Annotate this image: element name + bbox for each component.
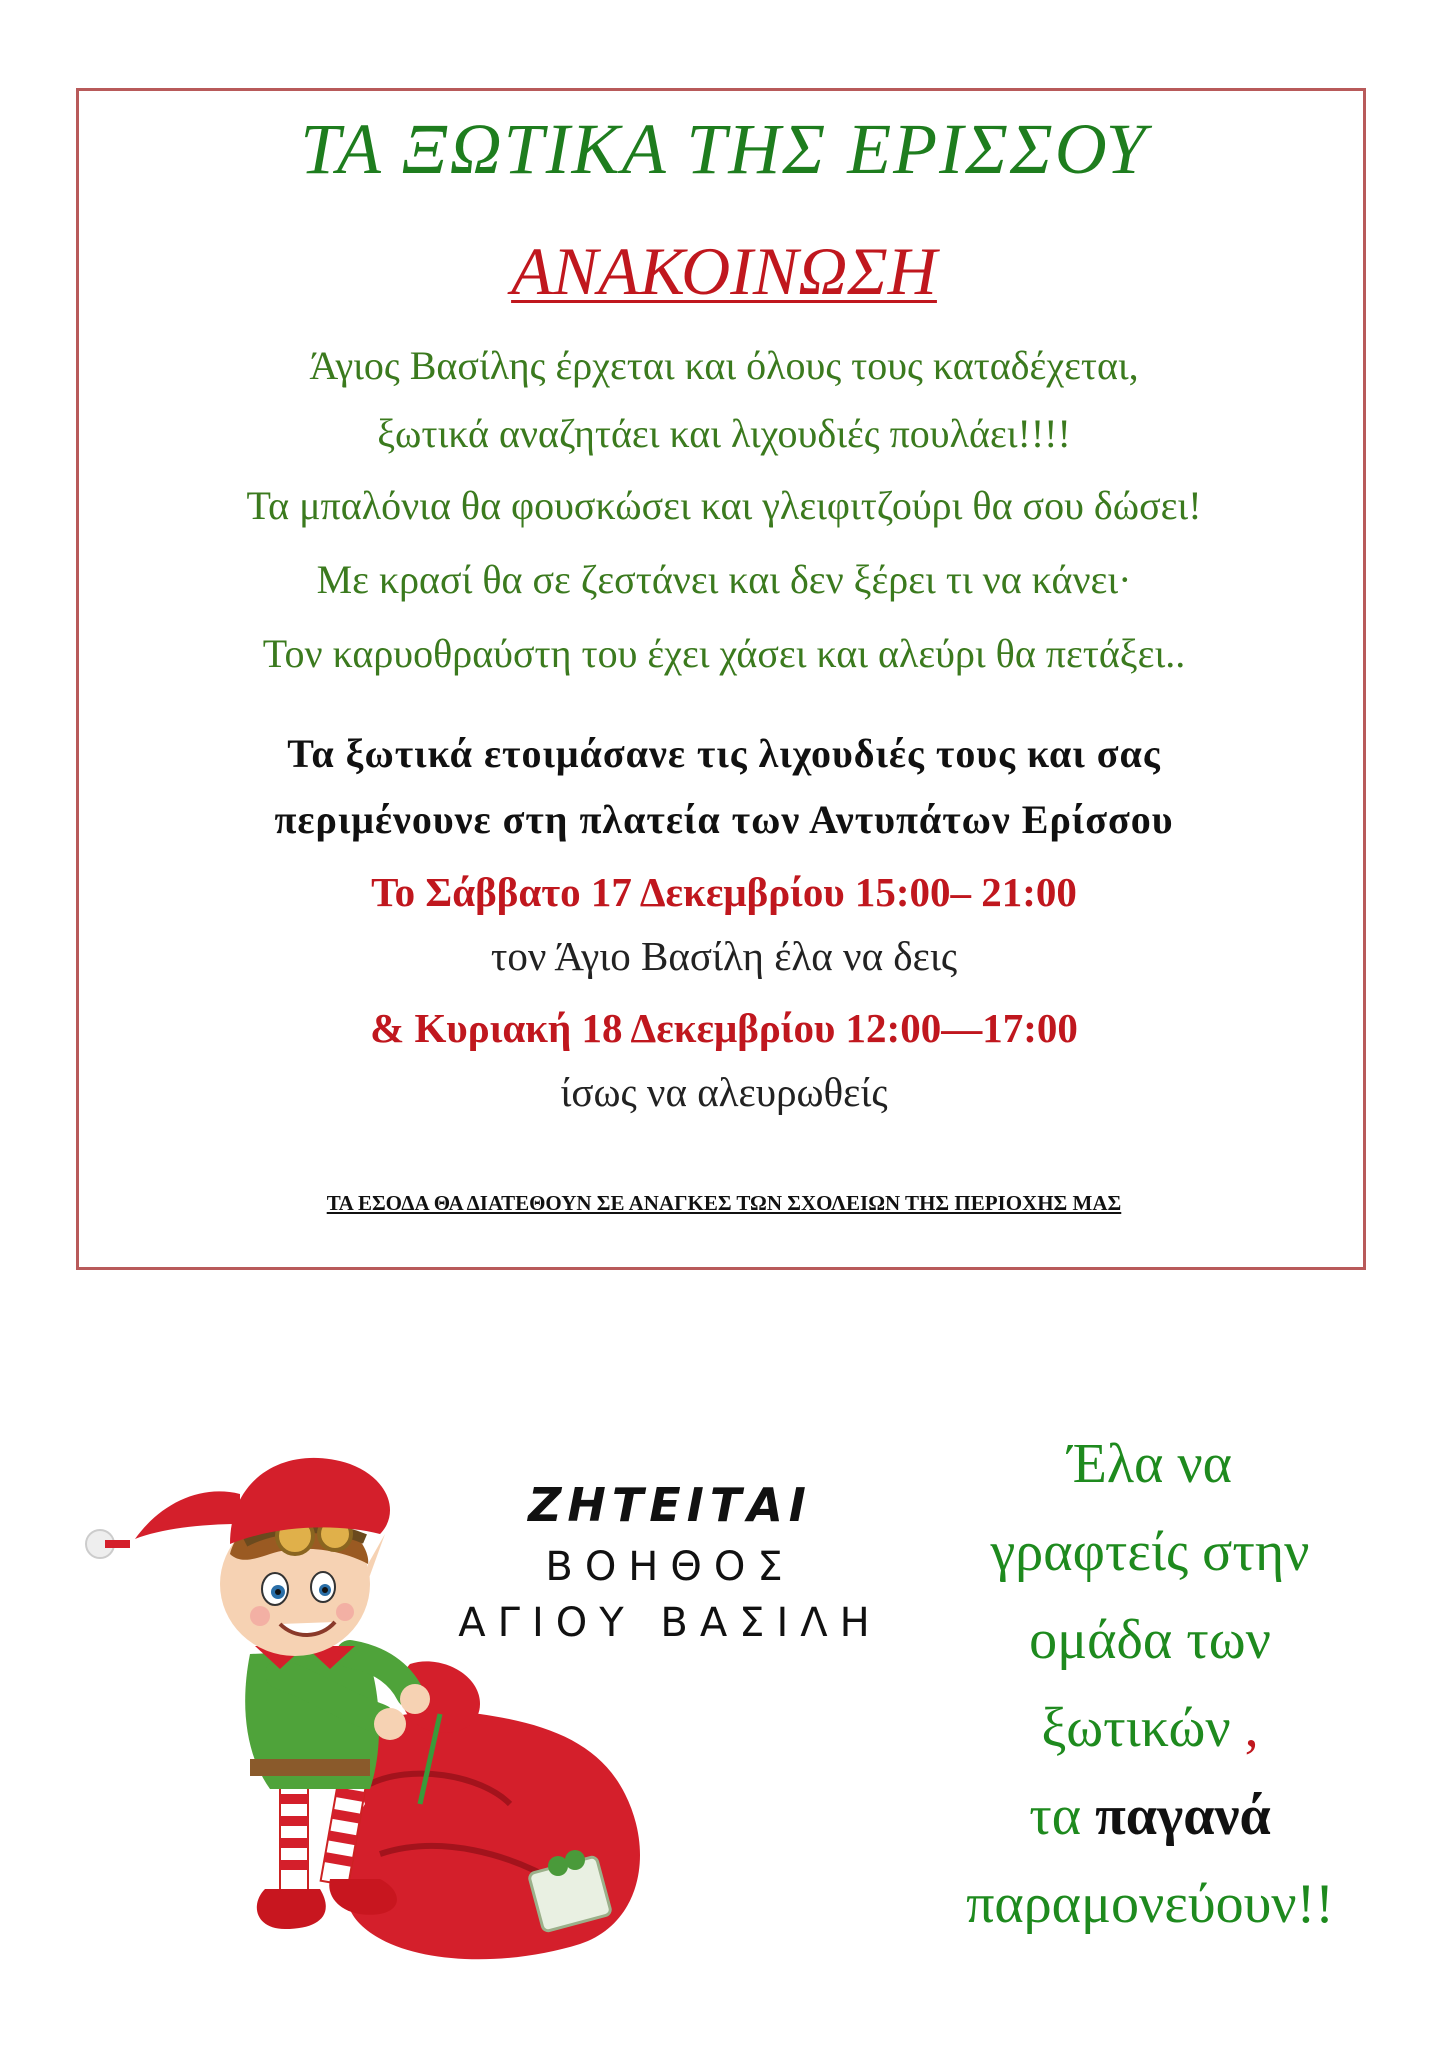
sunday-caption: ίσως να αλευρωθείς [560, 1069, 888, 1115]
announcement-heading: ΑΝΑΚΟΙΝΩΣΗ [511, 233, 937, 309]
poem-line: Άγιος Βασίλης έρχεται και όλους τους καταδέχεται, [309, 343, 1139, 388]
elf-with-red-sack-icon [80, 1384, 720, 1974]
wanted-line: ΑΓΙΟΥ ΒΑΣΙΛΗ [458, 1600, 882, 1646]
call-line: ομάδα των [1029, 1609, 1271, 1671]
saturday-caption: τον Άγιο Βασίλη έλα να δεις [490, 933, 958, 979]
call-comma: , [1230, 1697, 1259, 1759]
call-line: παραμονεύουν!! [966, 1873, 1334, 1935]
poem-line: Τα μπαλόνια θα φουσκώσει και γλειφιτζούρι θα σου δώσει! [246, 483, 1202, 528]
call-text: ξωτικών [1041, 1697, 1231, 1759]
call-emphasis: παγανά [1095, 1785, 1271, 1847]
poem-line: ξωτικά αναζητάει και λιχουδιές πουλάει!!!! [377, 411, 1071, 456]
call-line [880, 1696, 1420, 1760]
poem-line: Με κρασί θα σε ζεστάνει και δεν ξέρει τι να κάνει· [316, 557, 1132, 602]
sunday-schedule: & Κυριακή 18 Δεκεμβρίου 12:00—17:00 [370, 1005, 1078, 1051]
call-line: γραφτείς στην [990, 1521, 1310, 1583]
call-line [880, 1784, 1420, 1848]
wanted-line: ΒΟΗΘΟΣ [545, 1544, 795, 1590]
wanted-heading: ΖΗΤΕΙΤΑΙ [528, 1478, 812, 1532]
proceeds-note: ΤΑ ΕΣΟΔΑ ΘΑ ΔΙΑΤΕΘΟΥΝ ΣΕ ΑΝΑΓΚΕΣ ΤΩΝ ΣΧΟΛΕΙΩΝ ΤΗΣ ΠΕΡΙΟΧΗΣ ΜΑΣ [326, 1191, 1122, 1215]
call-text: τα [1029, 1785, 1096, 1847]
call-line: Έλα να [1067, 1433, 1232, 1495]
invite-line: περιμένουνε στη πλατεία των Αντυπάτων Ερίσσου [274, 797, 1174, 842]
poem-line: Τον καρυοθραύστη του έχει χάσει και αλεύρι θα πετάξει.. [262, 631, 1186, 676]
poster-title: ΤΑ ΞΩΤΙΚΑ ΤΗΣ ΕΡΙΣΣΟΥ [300, 109, 1148, 189]
invite-line: Τα ξωτικά ετοιμάσανε τις λιχουδιές τους και σας [287, 731, 1161, 776]
saturday-schedule: Το Σάββατο 17 Δεκεμβρίου 15:00– 21:00 [371, 869, 1077, 915]
